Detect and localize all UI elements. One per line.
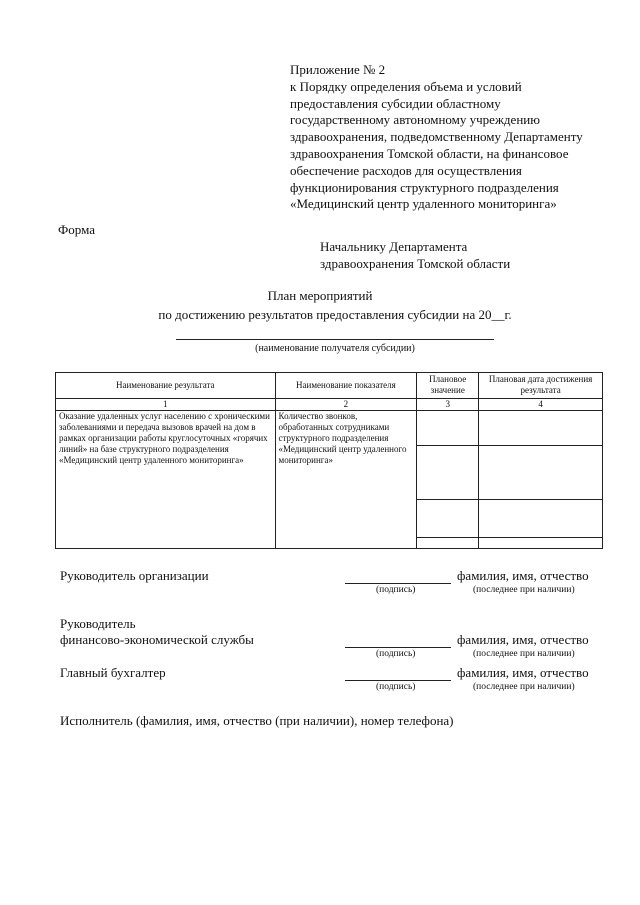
table-row [56, 410, 603, 445]
value-cell [417, 410, 479, 445]
addressee-line: здравоохранения Томской области [320, 256, 511, 271]
fio-caption: (последнее при наличии) [473, 682, 575, 692]
plan-title-block [0, 286, 640, 324]
signature-line [345, 647, 451, 648]
plan-table [55, 372, 603, 549]
value-cell [417, 445, 479, 499]
header-cell: Плановое значение [417, 373, 479, 399]
recipient-caption: (наименование получателя субсидии) [255, 343, 415, 354]
plan-subtitle: по достижению результатов предоставления субсидии на 20__г. [158, 307, 512, 322]
indicator-cell: Количество звонков, обработанных сотрудниками структурного подразделения «Медицинский центр удаленного мониторинга» [275, 410, 417, 548]
appendix-line: обеспечение расходов для осуществления [290, 162, 522, 178]
form-label: Форма [58, 222, 95, 237]
appendix-line: функционирования структурного подразделения [290, 179, 559, 195]
number-cell: 3 [417, 398, 479, 410]
executor-line: Исполнитель (фамилия, имя, отчество (при наличии), номер телефона) [60, 713, 454, 728]
finance-label-line1: Руководитель [60, 616, 136, 631]
value-cell [417, 537, 479, 548]
fio-caption: (последнее при наличии) [473, 585, 575, 595]
table-number-row [56, 398, 603, 410]
fio-label: фамилия, имя, отчество [457, 568, 589, 583]
signature-caption: (подпись) [376, 682, 416, 692]
signature-caption: (подпись) [376, 585, 416, 595]
number-cell: 4 [479, 398, 603, 410]
appendix-line: Приложение № 2 [290, 62, 386, 77]
appendix-line: к Порядку определения объема и условий [290, 78, 522, 94]
value-cell [417, 499, 479, 537]
fio-label: фамилия, имя, отчество [457, 632, 589, 647]
finance-label-line2: финансово-экономической службы [60, 632, 254, 647]
appendix-line: «Медицинский центр удаленного мониторинга» [290, 196, 557, 212]
date-cell [479, 499, 603, 537]
fio-caption: (последнее при наличии) [473, 649, 575, 659]
date-cell [479, 410, 603, 445]
date-cell [479, 445, 603, 499]
header-cell: Плановая дата достижения результата [479, 373, 603, 399]
appendix-line: государственному автономному учреждению [290, 112, 540, 128]
plan-title: План мероприятий [267, 288, 373, 303]
appendix-line: здравоохранения Томской области, на финансовое [290, 145, 569, 161]
number-cell: 1 [56, 398, 276, 410]
table-header-row [56, 373, 603, 399]
addressee-line: Начальнику Департамента [320, 239, 468, 254]
accountant-label: Главный бухгалтер [60, 665, 166, 680]
appendix-line: здравоохранения, подведомственному Департаменту [290, 129, 583, 145]
appendix-block [290, 62, 630, 213]
header-cell: Наименование результата [56, 373, 276, 399]
head-label: Руководитель организации [60, 568, 209, 583]
appendix-line: предоставления субсидии областному [290, 95, 501, 111]
signature-line [345, 680, 451, 681]
date-cell [479, 537, 603, 548]
result-cell: Оказание удаленных услуг населению с хроническими заболеваниями и передача вызовов врачей на дом в рамках организации работы круглосуточных «горячих линий» на базе структурного подразделения «Медицинский центр удаленного мониторинга» [56, 410, 276, 548]
signature-caption: (подпись) [376, 649, 416, 659]
fio-label: фамилия, имя, отчество [457, 665, 589, 680]
number-cell: 2 [275, 398, 417, 410]
signature-line [345, 583, 451, 584]
header-cell: Наименование показателя [275, 373, 417, 399]
recipient-line [176, 339, 494, 340]
addressee-block [320, 238, 510, 272]
